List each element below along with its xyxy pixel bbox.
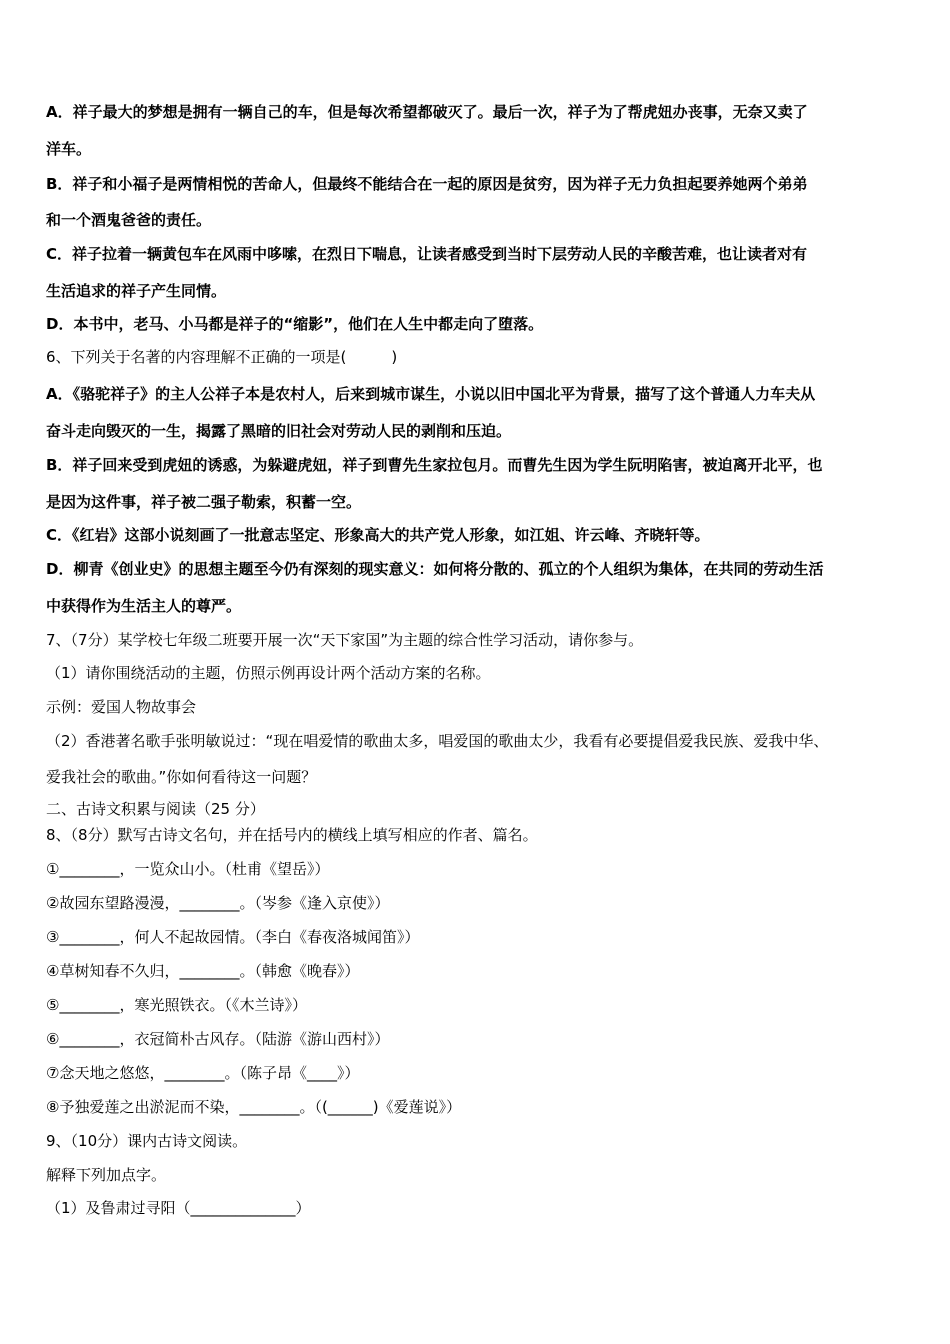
- text-line: （1）请你围绕活动的主题，仿照示例再设计两个活动方案的名称。: [46, 664, 491, 682]
- text-line: ⑦念天地之悠悠，________。（陈子昂《____》）: [46, 1064, 360, 1082]
- text-line: 9、（10分）课内古诗文阅读。: [46, 1132, 248, 1150]
- text-line: （2）香港著名歌手张明敏说过：“现在唱爱情的歌曲太多，唱爱国的歌曲太少，我看有必要提倡爱我民族、爱我中华、: [46, 732, 829, 750]
- text-line: ⑥________，衣冠简朴古风存。（陆游《游山西村》）: [46, 1030, 390, 1048]
- text-line: 示例：爱国人物故事会: [46, 698, 197, 716]
- text-line: ③________，何人不起故园情。（李白《春夜洛城闻笛》）: [46, 928, 420, 946]
- text-line: 是因为这件事，祥子被二强子勒索，积蓄一空。: [46, 493, 362, 511]
- text-line: （1）及鲁肃过寻阳（______________）: [46, 1199, 311, 1217]
- text-line: ②故园东望路漫漫，________。（岑参《逢入京使》）: [46, 894, 390, 912]
- text-line: 生活追求的祥子产生同情。: [46, 282, 227, 300]
- text-line: ⑤________，寒光照铁衣。（《木兰诗》）: [46, 996, 307, 1014]
- text-line: 二、古诗文积累与阅读（25 分）: [46, 800, 265, 818]
- text-line: ①________，一览众山小。（杜甫《望岳》）: [46, 860, 330, 878]
- text-line: B．祥子和小福子是两情相悦的苦命人，但最终不能结合在一起的原因是贫穷，因为祥子无力负担起要养她两个弟弟: [46, 175, 808, 193]
- text-line: B．祥子回来受到虎妞的诱惑，为躲避虎妞，祥子到曹先生家拉包月。而曹先生因为学生阮明陷害，被迫离开北平，也: [46, 456, 823, 474]
- text-line: 和一个酒鬼爸爸的责任。: [46, 211, 212, 229]
- text-line: 中获得作为生活主人的尊严。: [46, 597, 242, 615]
- text-line: A．《骆驼祥子》的主人公祥子本是农村人，后来到城市谋生，小说以旧中国北平为背景，描写了这个普通人力车夫从: [46, 385, 816, 403]
- text-line: 8、（8分）默写古诗文名句，并在括号内的横线上填写相应的作者、篇名。: [46, 826, 538, 844]
- text-line: ⑧予独爱莲之出淤泥而不染，________。（(______)《爱莲说》）: [46, 1098, 462, 1116]
- text-line: A．祥子最大的梦想是拥有一辆自己的车，但是每次希望都破灭了。最后一次，祥子为了帮虎妞办丧事，无奈又卖了: [46, 103, 808, 121]
- text-line: D．柳青《创业史》的思想主题至今仍有深刻的现实意义：如何将分散的、孤立的个人组织为集体，在共同的劳动生活: [46, 560, 824, 578]
- text-line: 7、（7分）某学校七年级二班要开展一次“天下家国”为主题的综合性学习活动，请你参与。: [46, 631, 644, 649]
- text-line: C．《红岩》这部小说刻画了一批意志坚定、形象高大的共产党人形象，如江姐、许云峰、齐晓轩等。: [46, 526, 710, 544]
- text-line: 洋车。: [46, 140, 92, 158]
- text-line: 爱我社会的歌曲。”你如何看待这一问题？: [46, 768, 317, 786]
- text-line: 6、下列关于名著的内容理解不正确的一项是( ): [46, 348, 398, 366]
- text-line: D．本书中，老马、小马都是祥子的“缩影”，他们在人生中都走向了堕落。: [46, 315, 544, 333]
- text-line: 奋斗走向毁灭的一生，揭露了黑暗的旧社会对劳动人民的剥削和压迫。: [46, 422, 512, 440]
- text-line: 解释下列加点字。: [46, 1166, 167, 1184]
- text-line: ④草树知春不久归，________。（韩愈《晚春》）: [46, 962, 360, 980]
- text-line: C．祥子拉着一辆黄包车在风雨中哆嗦，在烈日下喘息，让读者感受到当时下层劳动人民的辛酸苦难，也让读者对有: [46, 245, 808, 263]
